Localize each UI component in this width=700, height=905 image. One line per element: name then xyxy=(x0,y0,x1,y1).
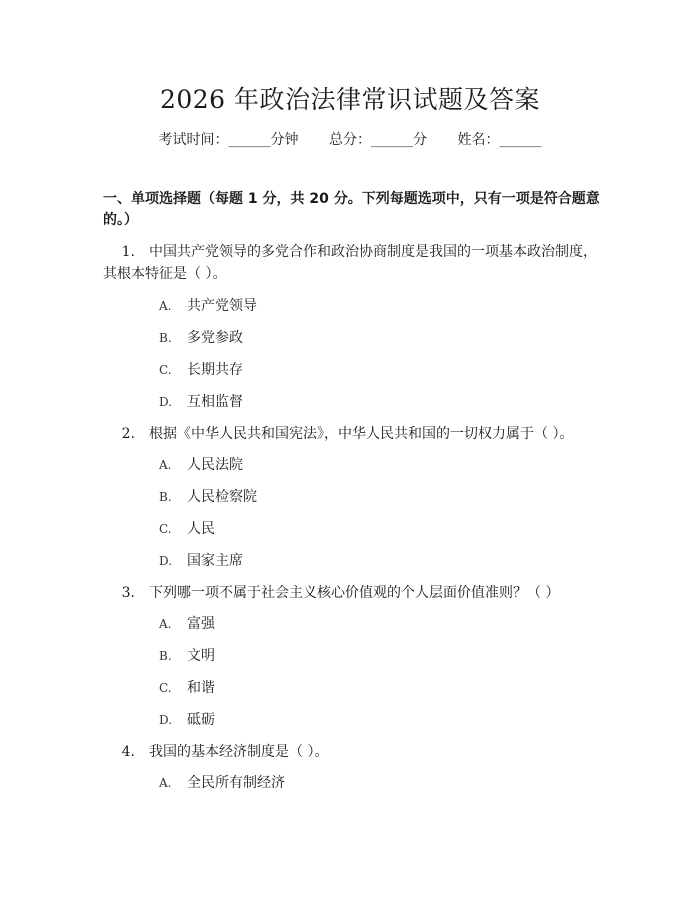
question-2 xyxy=(103,423,603,445)
option-text: 人民 xyxy=(187,521,215,537)
question-3 xyxy=(103,582,603,604)
option-letter: B. xyxy=(159,490,172,504)
option-text: 富强 xyxy=(187,616,215,632)
question-text: 根据《中华人民共和国宪法》，中华人民共和国的一切权力属于（ ）。 xyxy=(149,426,574,442)
option-3-b xyxy=(159,646,215,666)
exam-time-field: 考试时间：______分钟 xyxy=(158,132,299,148)
question-number: 2. xyxy=(121,426,135,442)
option-text: 人民检察院 xyxy=(187,489,257,505)
option-letter: D. xyxy=(159,554,173,568)
option-letter: D. xyxy=(159,395,173,409)
option-letter: A. xyxy=(159,776,172,790)
section-heading-single-choice: 一、单项选择题（每题 1 分，共 20 分。下列每题选项中，只有一项是符合题意的。） xyxy=(103,191,600,228)
option-letter: D. xyxy=(159,713,173,727)
option-letter: C. xyxy=(159,522,172,536)
option-letter: B. xyxy=(159,331,172,345)
option-letter: A. xyxy=(159,617,172,631)
question-number: 4. xyxy=(121,744,135,760)
question-text: 下列哪一项不属于社会主义核心价值观的个人层面价值准则？（ ） xyxy=(149,585,560,601)
option-letter: C. xyxy=(159,363,172,377)
option-text: 共产党领导 xyxy=(187,298,257,314)
option-letter: A. xyxy=(159,458,172,472)
option-text: 国家主席 xyxy=(187,553,243,569)
page-title: 2026 年政治法律常识试题及答案 xyxy=(159,85,541,114)
question-text: 中国共产党领导的多党合作和政治协商制度是我国的一项基本政治制度，其根本特征是（ ）。 xyxy=(103,244,597,282)
option-text: 砥砺 xyxy=(187,712,215,728)
option-text: 全民所有制经济 xyxy=(187,775,285,791)
option-text: 和谐 xyxy=(187,680,215,696)
option-3-c xyxy=(159,678,215,698)
option-1-b xyxy=(159,328,243,348)
option-1-a xyxy=(159,296,257,316)
option-2-b xyxy=(159,487,257,507)
option-2-c xyxy=(159,519,215,539)
option-1-d xyxy=(159,392,243,412)
option-text: 人民法院 xyxy=(187,457,243,473)
option-text: 互相监督 xyxy=(187,394,243,410)
question-number: 1. xyxy=(121,244,135,260)
exam-meta xyxy=(0,130,700,150)
option-letter: C. xyxy=(159,681,172,695)
option-1-c xyxy=(159,360,243,380)
total-score-field: 总分：______分 xyxy=(329,132,427,148)
option-letter: B. xyxy=(159,649,172,663)
option-3-a xyxy=(159,614,215,634)
question-text: 我国的基本经济制度是（ ）。 xyxy=(149,744,329,760)
option-2-a xyxy=(159,455,243,475)
option-3-d xyxy=(159,710,215,730)
question-number: 3. xyxy=(121,585,135,601)
option-4-a xyxy=(159,773,285,793)
question-4 xyxy=(103,741,603,763)
question-1 xyxy=(103,241,603,285)
student-name-field: 姓名：______ xyxy=(457,132,542,148)
option-text: 长期共存 xyxy=(187,362,243,378)
option-text: 文明 xyxy=(187,648,215,664)
option-text: 多党参政 xyxy=(187,330,243,346)
option-2-d xyxy=(159,551,243,571)
option-letter: A. xyxy=(159,299,172,313)
